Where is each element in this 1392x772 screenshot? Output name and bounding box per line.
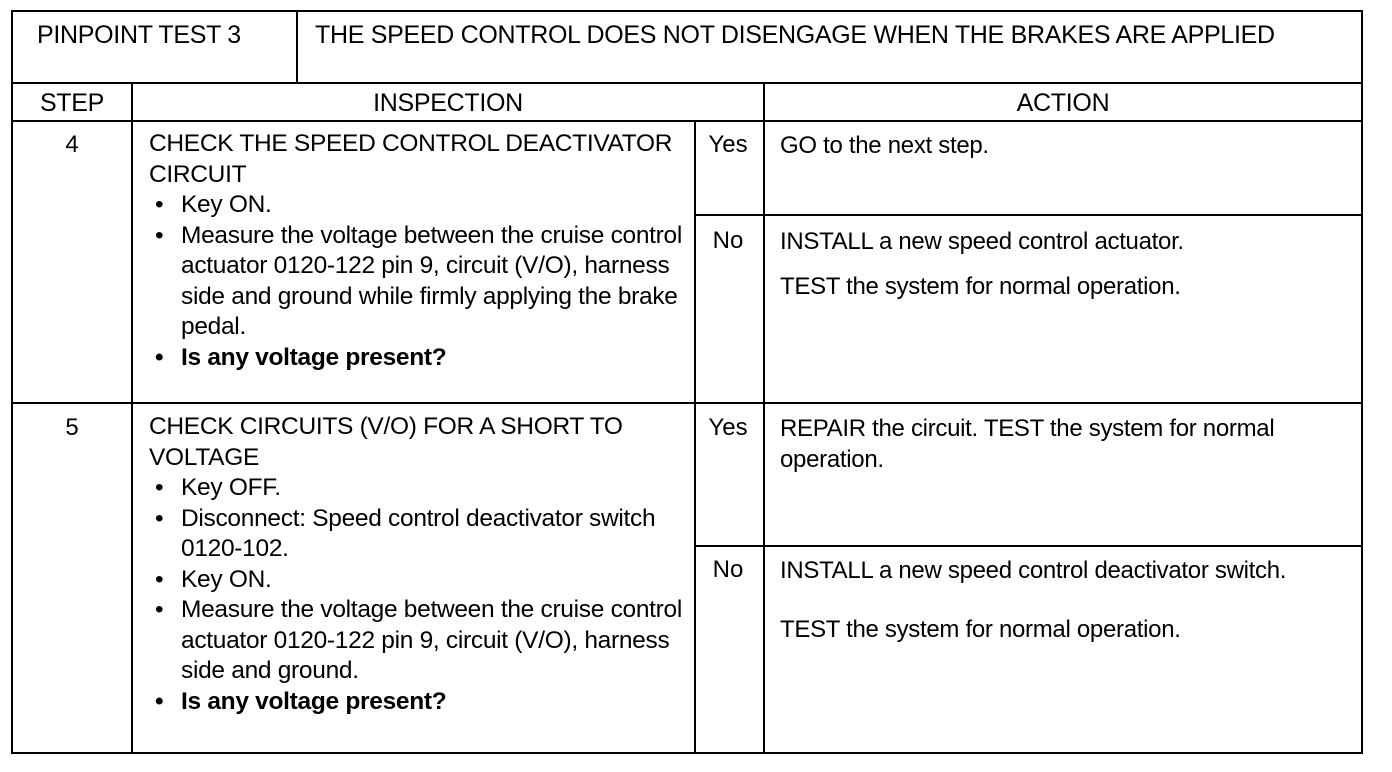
column-header-row: [13, 84, 1361, 122]
step-number: 5: [65, 414, 79, 441]
no-label: No: [712, 227, 744, 254]
list-item: • Disconnect: Speed control deactivator switch 0120-102.: [155, 504, 656, 562]
bullet-icon: •: [155, 343, 164, 371]
step5-yes-no-divider: [694, 545, 1361, 547]
bullet-icon: •: [155, 221, 164, 249]
bullet-icon: •: [155, 687, 164, 715]
action-column-divider: [763, 84, 765, 752]
bullet-icon: •: [155, 565, 164, 593]
yes-label: Yes: [708, 131, 748, 158]
no-action: [780, 226, 1340, 302]
action-text: INSTALL a new speed control actuator.: [780, 228, 1184, 255]
yes-action: [780, 130, 1340, 161]
bullet-icon: •: [155, 596, 164, 623]
list-item: • Key ON.: [149, 565, 689, 596]
test-label: PINPOINT TEST 3: [37, 21, 241, 49]
no-action: [780, 555, 1340, 645]
step-inspection: [149, 129, 689, 373]
step-inspection: [149, 412, 689, 717]
step-row-divider: [13, 402, 1361, 404]
inspection-column-header: INSPECTION: [373, 89, 523, 117]
action-text: INSTALL a new speed control deactivator switch.: [780, 557, 1287, 584]
step4-yes-no-divider: [694, 214, 1361, 216]
inspection-heading: CHECK CIRCUITS (V/O) FOR A SHORT TO VOLTAGE: [149, 413, 623, 471]
no-label: No: [712, 556, 744, 583]
bullet-icon: •: [155, 474, 164, 501]
list-item: • Is any voltage present?: [149, 343, 689, 374]
inspection-list: [149, 473, 689, 717]
inspection-heading: CHECK THE SPEED CONTROL DEACTIVATOR CIRCUIT: [149, 130, 673, 188]
yes-label: Yes: [708, 414, 748, 441]
step-number: 4: [65, 131, 79, 158]
action-text: TEST the system for normal operation.: [780, 273, 1181, 300]
step-column-divider: [131, 84, 133, 752]
list-item: • Key OFF.: [149, 473, 689, 504]
inspection-list: [149, 190, 689, 373]
list-item: • Is any voltage present?: [149, 687, 689, 718]
action-text: REPAIR the circuit. TEST the system for normal operation.: [780, 415, 1275, 473]
step-column-header: STEP: [39, 89, 105, 117]
bullet-icon: •: [155, 504, 164, 532]
title-divider: [296, 12, 298, 82]
action-column-header: ACTION: [1016, 89, 1110, 117]
list-item: • Measure the voltage between the cruise control actuator 0120-122 pin 9, circuit (V/O), harness side and ground while firmly applying the brake pedal.: [155, 221, 682, 340]
title-row: [13, 12, 1361, 84]
action-text: TEST the system for normal operation.: [780, 616, 1181, 643]
action-text: GO to the next step.: [780, 132, 989, 159]
test-title: THE SPEED CONTROL DOES NOT DISENGAGE WHEN THE BRAKES ARE APPLIED: [315, 21, 1275, 49]
pinpoint-test-table: [11, 10, 1363, 754]
yes-action: [780, 413, 1340, 475]
bullet-icon: •: [155, 191, 164, 218]
list-item: • Measure the voltage between the cruise control actuator 0120-122 pin 9, circuit (V/O), harness side and ground.: [155, 596, 682, 684]
list-item: • Key ON.: [149, 190, 689, 221]
